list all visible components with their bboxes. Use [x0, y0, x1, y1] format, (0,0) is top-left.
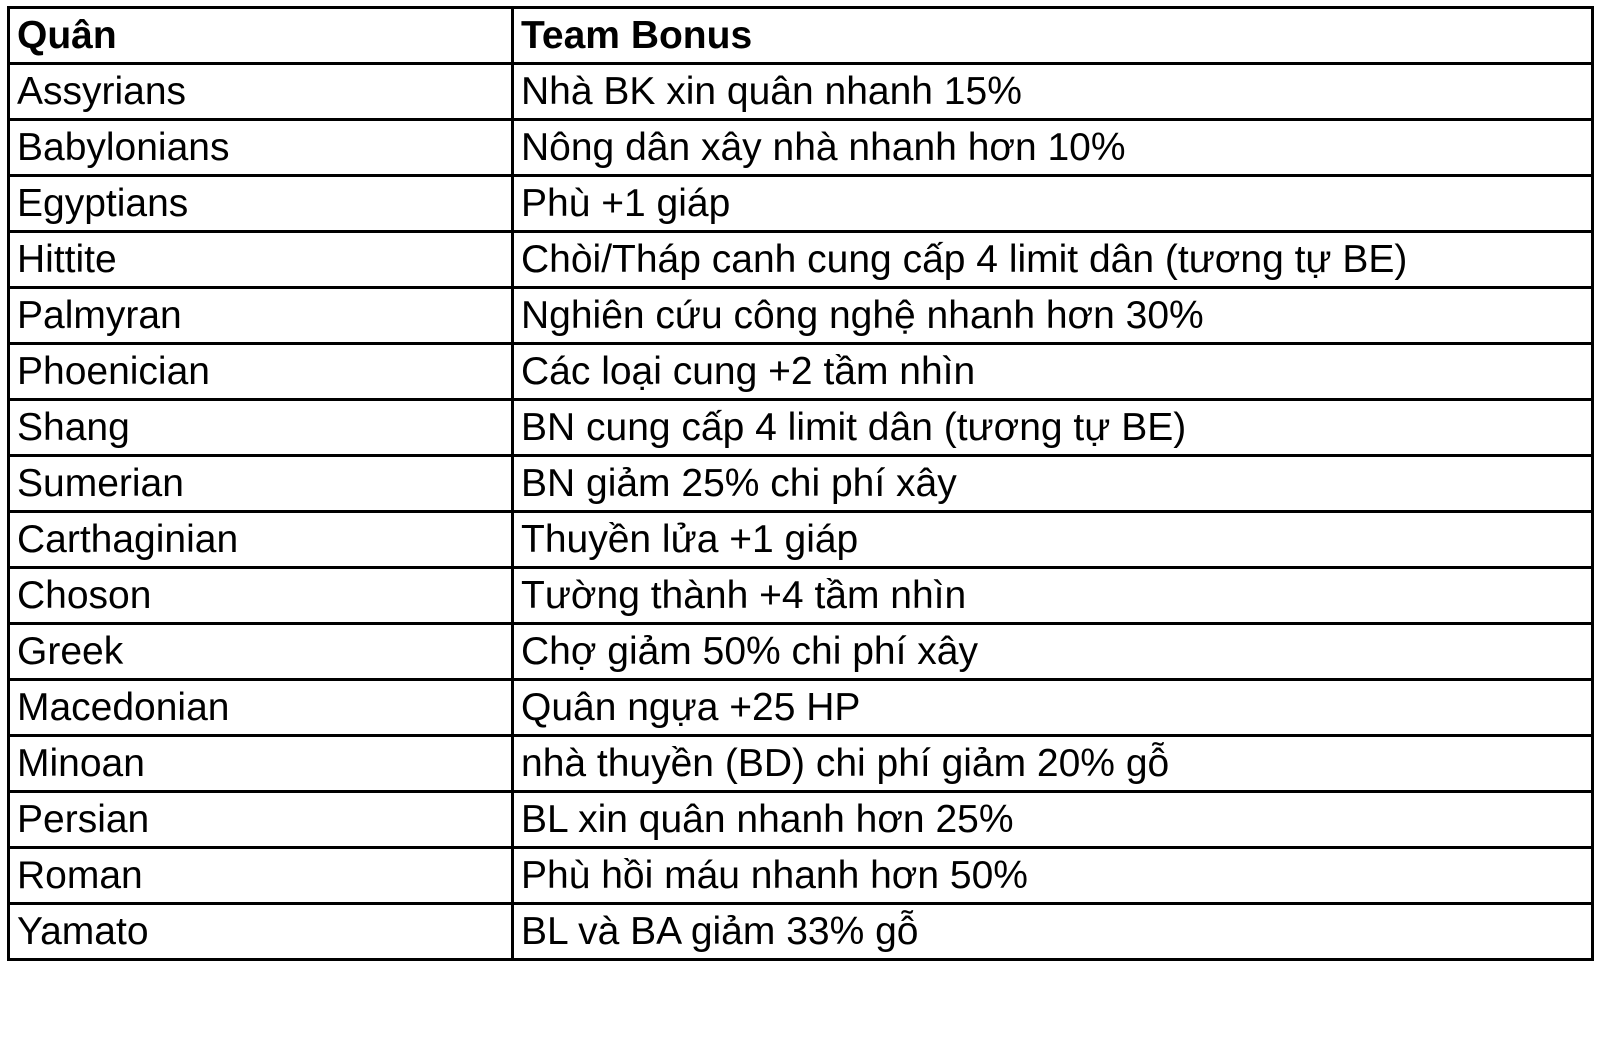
table-row	[9, 288, 1593, 344]
civilization-cell: Phoenician	[9, 344, 513, 400]
team-bonus-cell: Quân ngựa +25 HP	[513, 680, 1593, 736]
team-bonus-cell: BN cung cấp 4 limit dân (tương tự BE)	[513, 400, 1593, 456]
team-bonus-cell: Nhà BK xin quân nhanh 15%	[513, 64, 1593, 120]
header-row	[9, 8, 1593, 64]
team-bonus-cell: Chợ giảm 50% chi phí xây	[513, 624, 1593, 680]
civilization-cell: Shang	[9, 400, 513, 456]
team-bonus-cell: Phù hồi máu nhanh hơn 50%	[513, 848, 1593, 904]
team-bonus-table	[7, 6, 1594, 961]
civilization-cell: Palmyran	[9, 288, 513, 344]
civilization-cell: Minoan	[9, 736, 513, 792]
team-bonus-cell: Phù +1 giáp	[513, 176, 1593, 232]
table-row	[9, 792, 1593, 848]
table-row	[9, 400, 1593, 456]
table-row	[9, 120, 1593, 176]
table-header	[9, 8, 1593, 64]
team-bonus-cell: nhà thuyền (BD) chi phí giảm 20% gỗ	[513, 736, 1593, 792]
civilization-cell: Roman	[9, 848, 513, 904]
table-row	[9, 680, 1593, 736]
table-row	[9, 568, 1593, 624]
civilization-cell: Choson	[9, 568, 513, 624]
civilization-cell: Sumerian	[9, 456, 513, 512]
team-bonus-cell: Thuyền lửa +1 giáp	[513, 512, 1593, 568]
team-bonus-cell: Các loại cung +2 tầm nhìn	[513, 344, 1593, 400]
team-bonus-cell: BL và BA giảm 33% gỗ	[513, 904, 1593, 960]
civilization-cell: Hittite	[9, 232, 513, 288]
table-row	[9, 176, 1593, 232]
table-row	[9, 624, 1593, 680]
table-row	[9, 512, 1593, 568]
team-bonus-cell: Nông dân xây nhà nhanh hơn 10%	[513, 120, 1593, 176]
header-team-bonus: Team Bonus	[513, 8, 1593, 64]
civilization-cell: Yamato	[9, 904, 513, 960]
table-body	[9, 64, 1593, 960]
civilization-cell: Greek	[9, 624, 513, 680]
header-civilization: Quân	[9, 8, 513, 64]
civilization-cell: Macedonian	[9, 680, 513, 736]
team-bonus-cell: Chòi/Tháp canh cung cấp 4 limit dân (tương tự BE)	[513, 232, 1593, 288]
team-bonus-cell: BN giảm 25% chi phí xây	[513, 456, 1593, 512]
civilization-cell: Babylonians	[9, 120, 513, 176]
table-row	[9, 456, 1593, 512]
table-row	[9, 64, 1593, 120]
civilization-cell: Carthaginian	[9, 512, 513, 568]
table-row	[9, 904, 1593, 960]
table-row	[9, 344, 1593, 400]
table-row	[9, 848, 1593, 904]
team-bonus-cell: Nghiên cứu công nghệ nhanh hơn 30%	[513, 288, 1593, 344]
civilization-cell: Assyrians	[9, 64, 513, 120]
table-row	[9, 736, 1593, 792]
table-row	[9, 232, 1593, 288]
civilization-cell: Persian	[9, 792, 513, 848]
team-bonus-cell: BL xin quân nhanh hơn 25%	[513, 792, 1593, 848]
civilization-cell: Egyptians	[9, 176, 513, 232]
team-bonus-cell: Tường thành +4 tầm nhìn	[513, 568, 1593, 624]
